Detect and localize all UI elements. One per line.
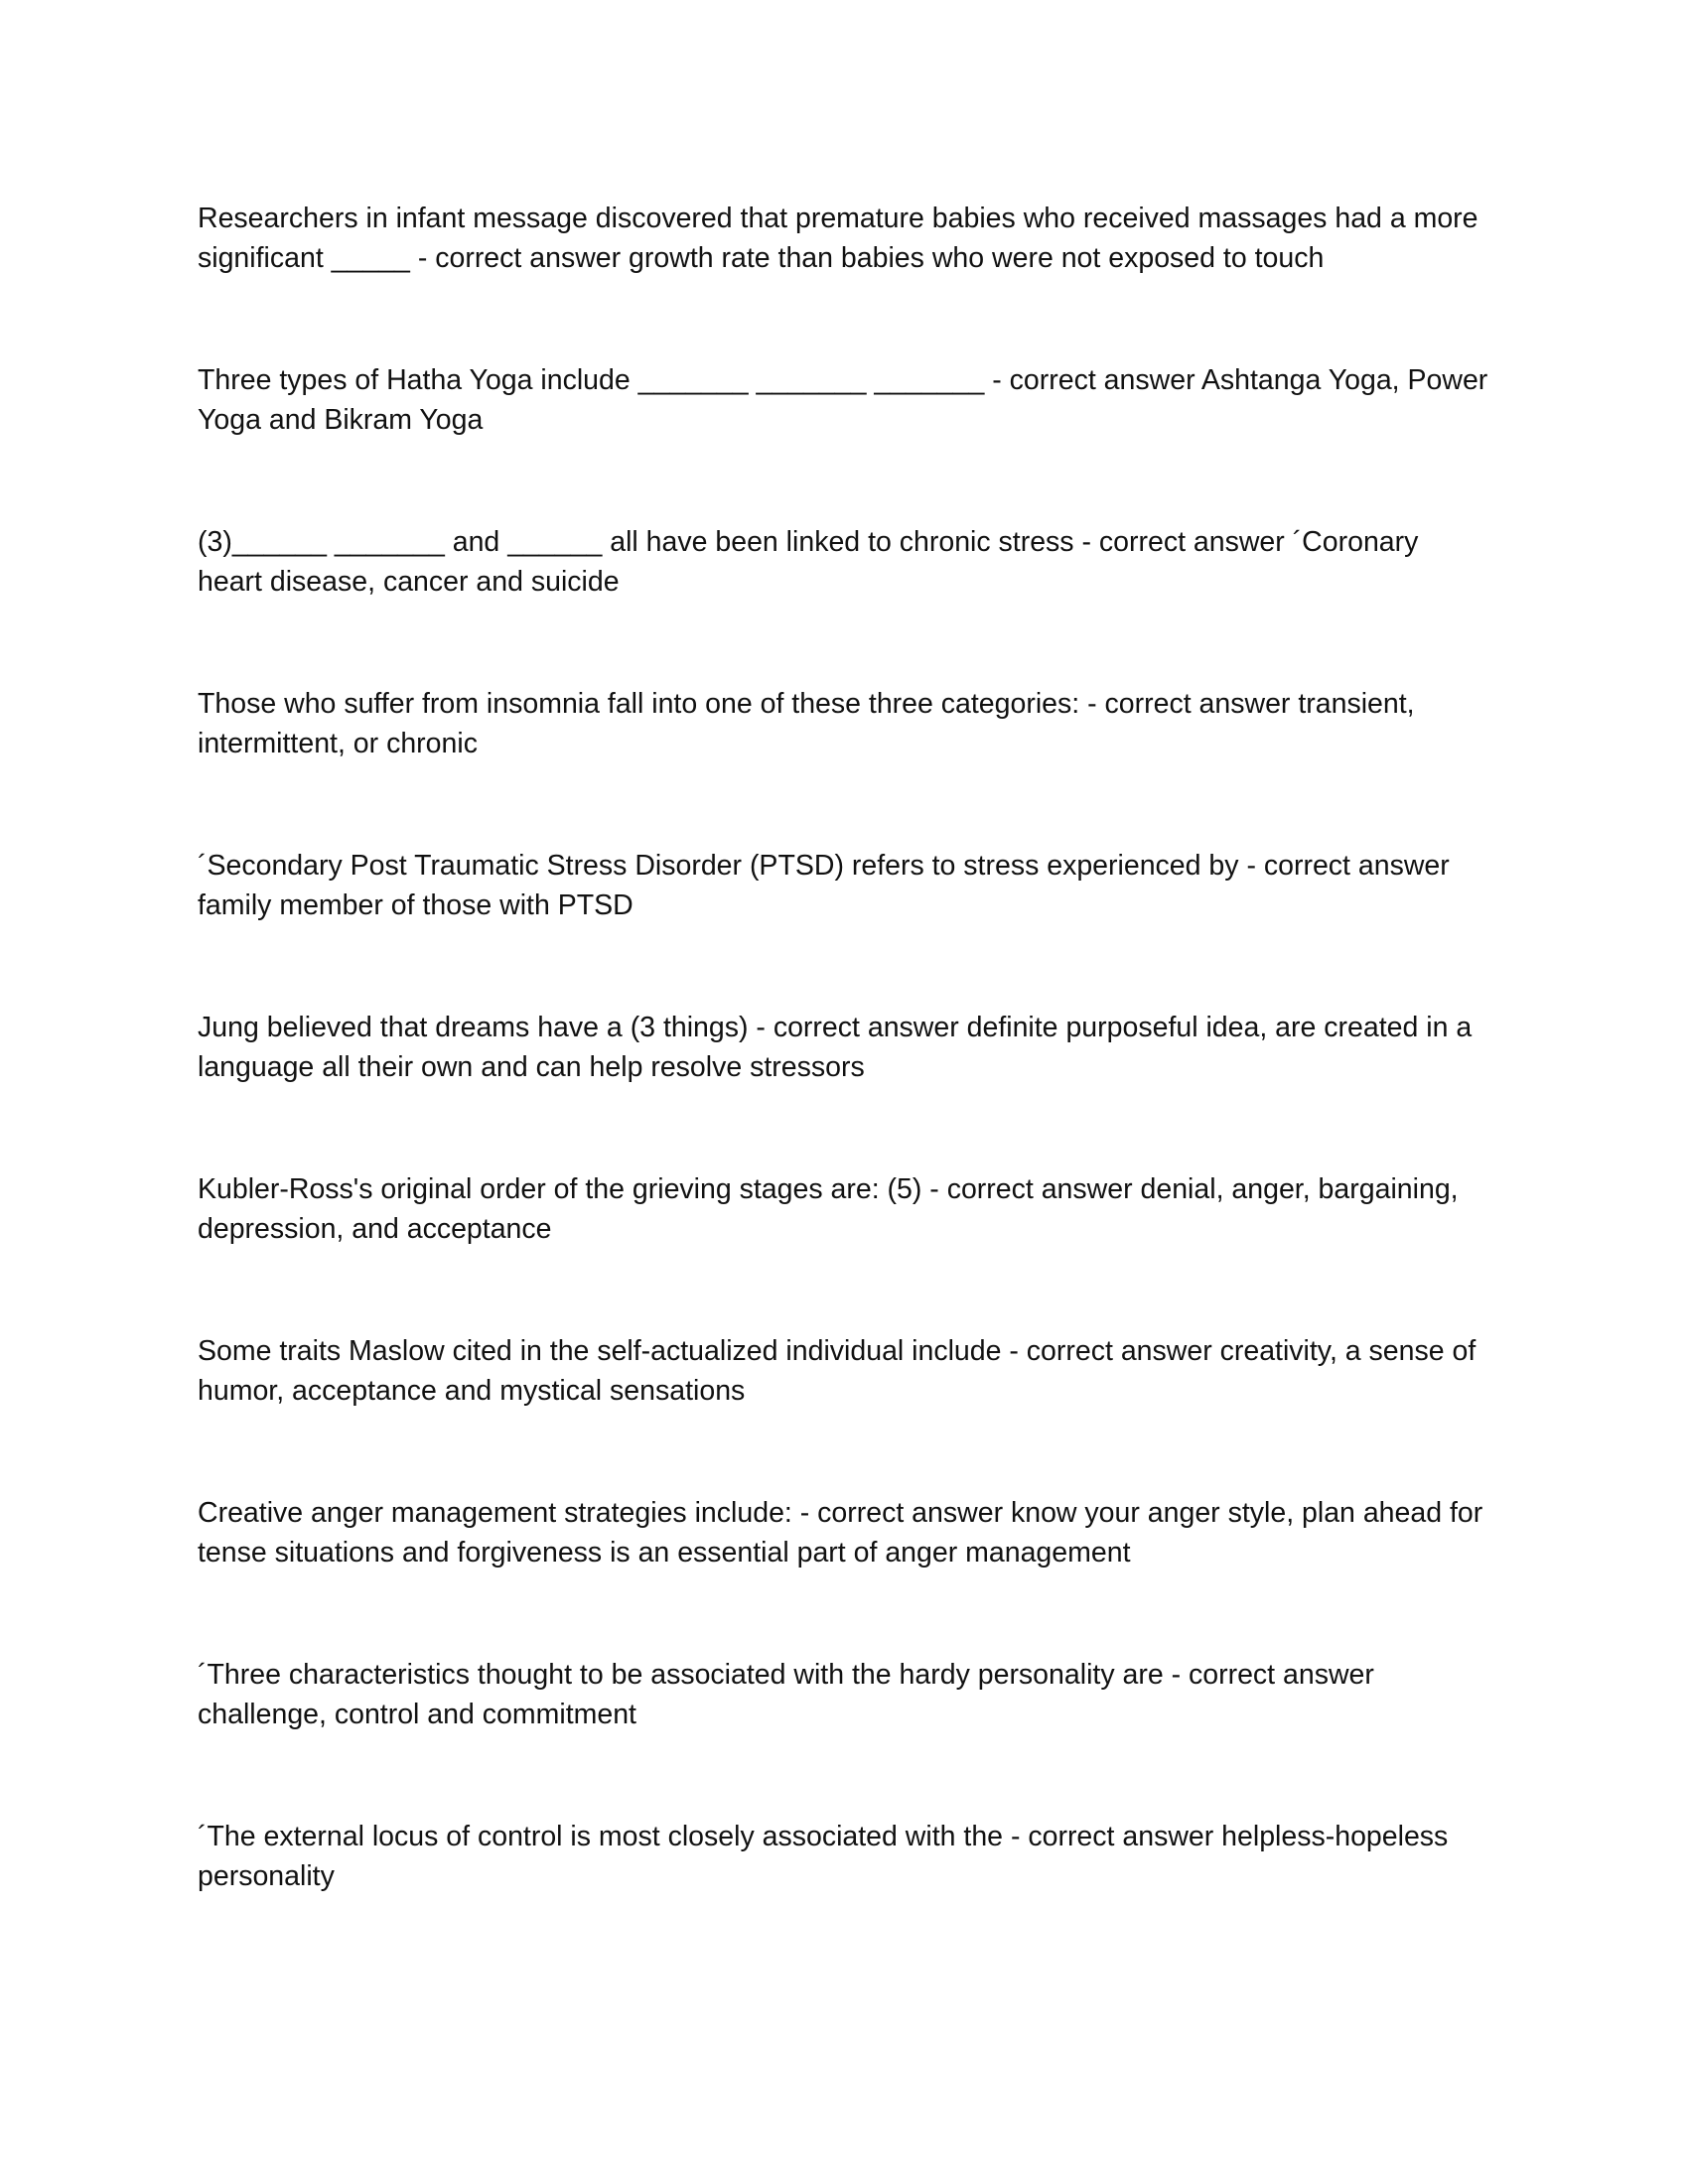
qa-item: Three types of Hatha Yoga include _______ _______ _______ - correct answer Ashtanga Yoga, Power Yoga and Bikram Yoga — [198, 364, 1488, 436]
qa-item: Some traits Maslow cited in the self-actualized individual include - correct answer creativity, a sense of humor, acceptance and mystical sensations — [198, 1335, 1477, 1407]
qa-item: ´Secondary Post Traumatic Stress Disorder (PTSD) refers to stress experienced by - correct answer family member of those with PTSD — [198, 850, 1450, 921]
qa-item: (3)______ _______ and ______ all have been linked to chronic stress - correct answer ´Coronary heart disease, cancer and suicide — [198, 526, 1419, 598]
qa-item: Creative anger management strategies include: - correct answer know your anger style, plan ahead for tense situations and forgiveness is an essential part of anger management — [198, 1497, 1483, 1569]
qa-item: Those who suffer from insomnia fall into one of these three categories: - correct answer transient, intermittent, or chronic — [198, 688, 1415, 759]
qa-item: Jung believed that dreams have a (3 things) - correct answer definite purposeful idea, are created in a language all their own and can help resolve stressors — [198, 1012, 1473, 1083]
qa-item: Kubler-Ross's original order of the grieving stages are: (5) - correct answer denial, anger, bargaining, depression, and acceptance — [198, 1173, 1459, 1245]
qa-item: Researchers in infant message discovered that premature babies who received massages had a more significant _____ - correct answer growth rate than babies who were not exposed to touch — [198, 203, 1478, 274]
qa-item: ´The external locus of control is most closely associated with the - correct answer helpless-hopeless personality — [198, 1821, 1449, 1892]
qa-item: ´Three characteristics thought to be associated with the hardy personality are - correct answer challenge, control and commitment — [198, 1659, 1374, 1730]
